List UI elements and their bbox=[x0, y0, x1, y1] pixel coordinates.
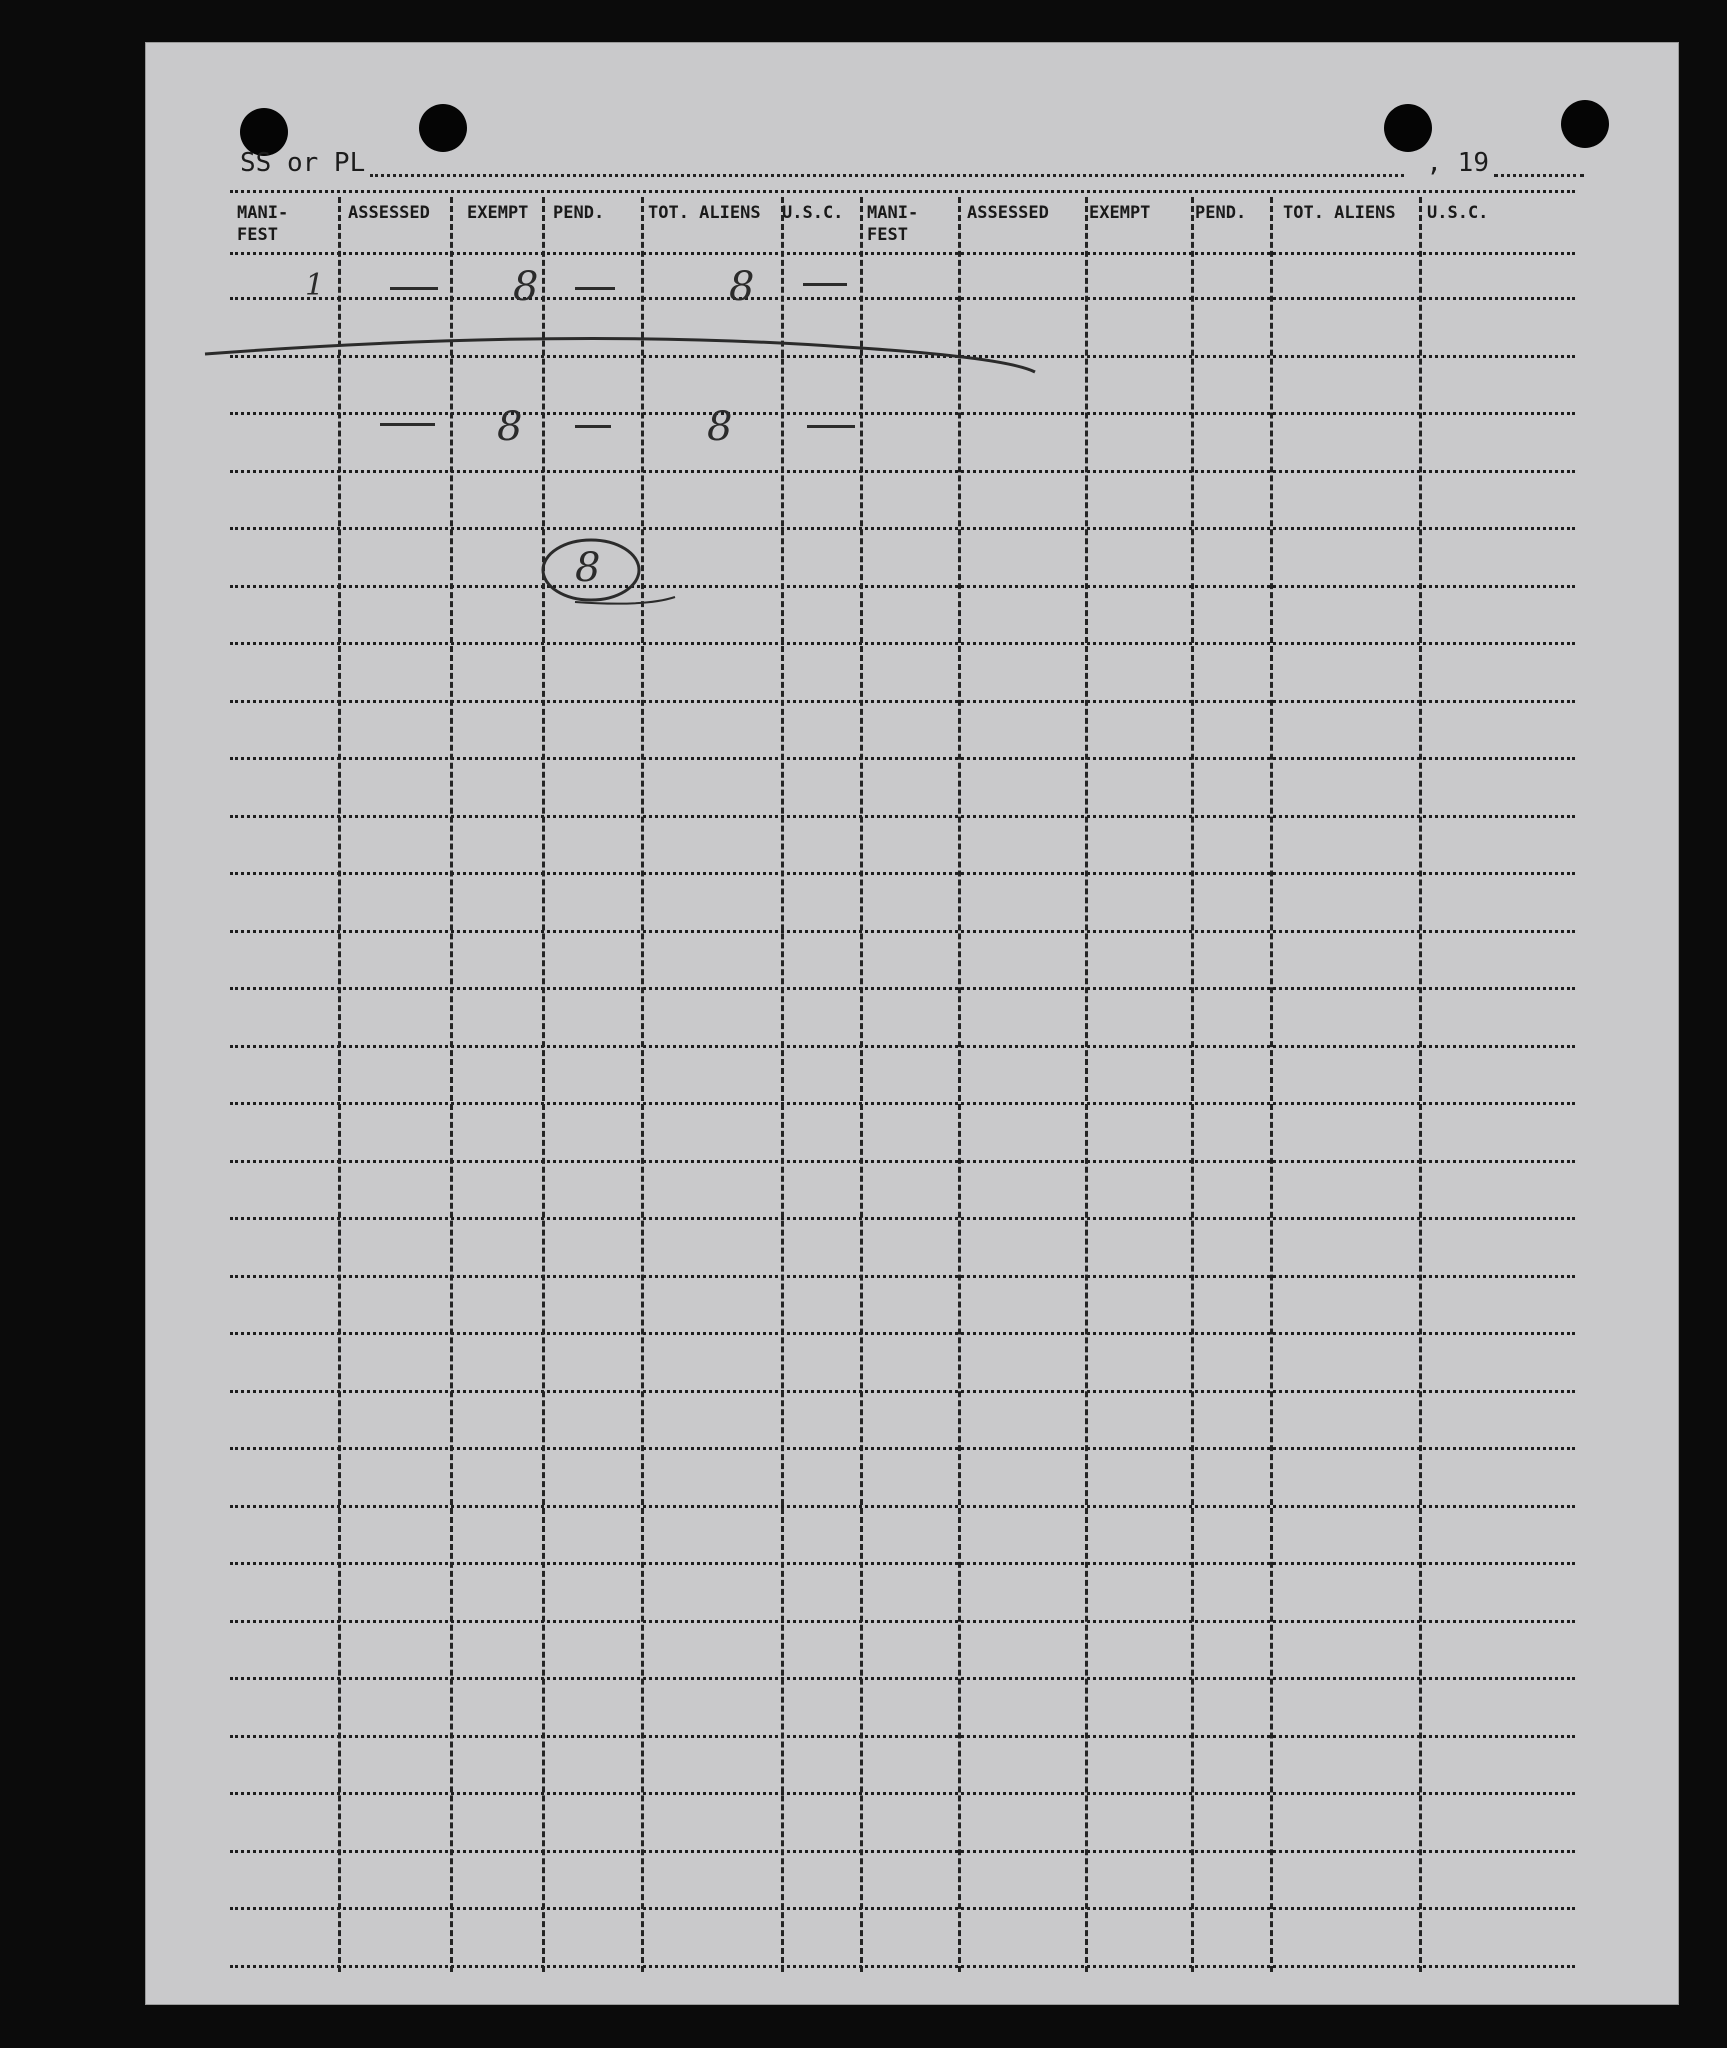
row1-assessed-dash bbox=[390, 287, 438, 290]
col-assessed-left: ASSESSED bbox=[348, 203, 430, 223]
col-tot-aliens-right: TOT. ALIENS bbox=[1283, 203, 1396, 223]
row1-pend-dash bbox=[575, 287, 615, 290]
totals-usc-dash bbox=[807, 425, 855, 428]
row1-exempt: 8 bbox=[513, 264, 539, 310]
totals-tot-aliens: 8 bbox=[707, 404, 733, 450]
totals-exempt: 8 bbox=[497, 404, 523, 450]
col-pend-right: PEND. bbox=[1195, 203, 1247, 223]
vessel-label: SS or PL bbox=[240, 148, 366, 178]
totals-assessed-dash bbox=[380, 423, 435, 426]
circled-total: 8 bbox=[575, 545, 601, 591]
col-manifest-left: MANI- FEST bbox=[237, 203, 289, 245]
col-usc-left: U.S.C. bbox=[782, 203, 844, 223]
col-pend-left: PEND. bbox=[553, 203, 605, 223]
totals-pend-dash bbox=[575, 425, 611, 428]
handwriting-strokes bbox=[145, 42, 1679, 2005]
strike-line bbox=[205, 338, 1035, 372]
col-usc-right: U.S.C. bbox=[1427, 203, 1489, 223]
col-exempt-left: EXEMPT bbox=[467, 203, 529, 223]
col-tot-aliens-left: TOT. ALIENS bbox=[648, 203, 761, 223]
col-exempt-right: EXEMPT bbox=[1089, 203, 1151, 223]
row1-usc-dash bbox=[803, 283, 847, 286]
row1-manifest: 1 bbox=[305, 268, 325, 303]
document-page bbox=[145, 42, 1679, 2005]
col-assessed-right: ASSESSED bbox=[967, 203, 1049, 223]
year-label: , 19 bbox=[1426, 148, 1489, 178]
row1-tot-aliens: 8 bbox=[729, 264, 755, 310]
col-manifest-right: MANI- FEST bbox=[867, 203, 919, 245]
